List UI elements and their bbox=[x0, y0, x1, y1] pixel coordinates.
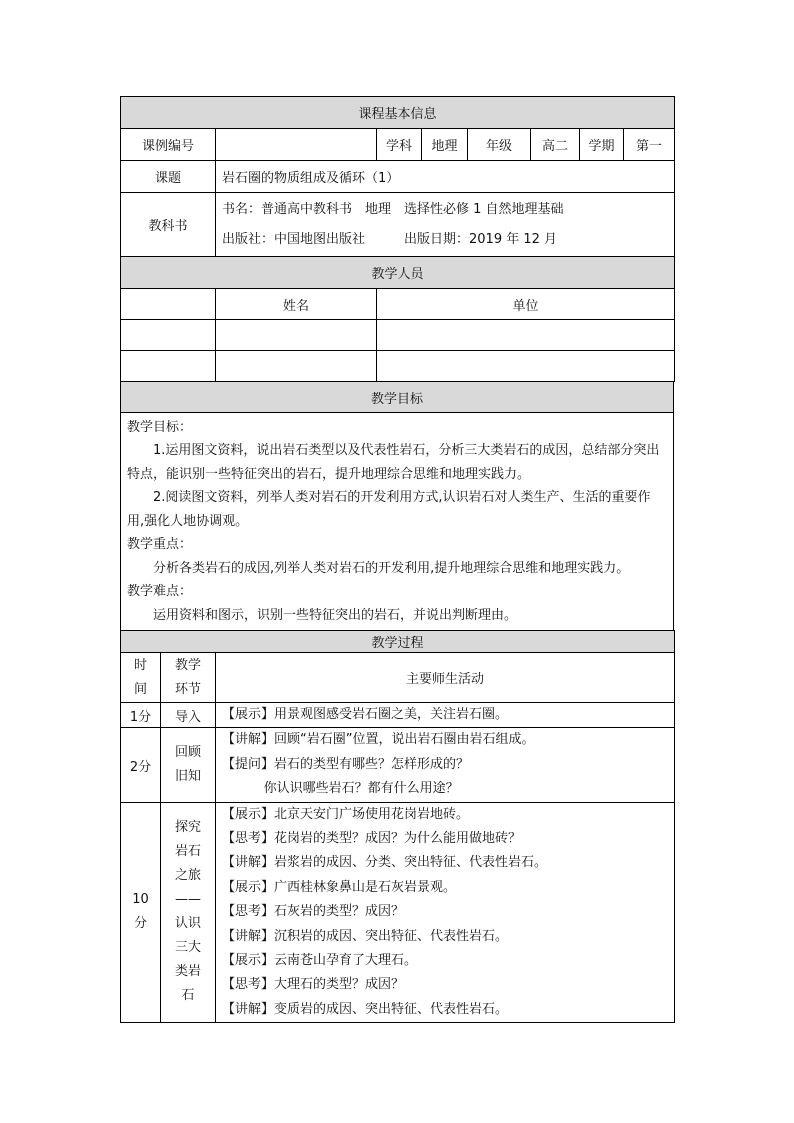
case-no-value bbox=[216, 129, 377, 161]
col-stage-header bbox=[161, 653, 216, 703]
activity-line: 【提问】岩石的类型有哪些？怎样形成的？ bbox=[222, 756, 470, 772]
basic-info-table bbox=[120, 96, 675, 257]
stage-line: 之旅 bbox=[174, 868, 201, 884]
lesson-plan bbox=[120, 96, 674, 1023]
activity-line: 【思考】花岗岩的类型？成因？为什么能用做地砖？ bbox=[222, 831, 522, 847]
process-table bbox=[120, 630, 675, 1023]
grade-label: 年级 bbox=[468, 129, 531, 161]
col-stage-line: 教学 bbox=[174, 657, 201, 673]
staff-row-unit bbox=[377, 320, 675, 351]
activity-line: 【讲解】沉积岩的成因、突出特征、代表性岩石。 bbox=[222, 928, 509, 944]
time-line: 分 bbox=[133, 916, 147, 932]
activity-line: 【展示】云南苍山孕育了大理石。 bbox=[222, 953, 418, 969]
row-activity bbox=[216, 802, 675, 1023]
staff-unit-label: 单位 bbox=[377, 289, 675, 320]
subject-value: 地理 bbox=[422, 129, 468, 161]
stage-line: 岩石 bbox=[174, 844, 201, 860]
stage-line: 旧知 bbox=[174, 769, 201, 785]
staff-name-label: 姓名 bbox=[216, 289, 377, 320]
stage-line: 石 bbox=[181, 988, 195, 1004]
activity-line: 【思考】大理石的类型？成因？ bbox=[222, 977, 405, 993]
row-activity bbox=[216, 703, 675, 728]
term-label: 学期 bbox=[580, 129, 624, 161]
stage-line: 探究 bbox=[174, 820, 201, 836]
key-point-title: 教学重点： bbox=[127, 537, 193, 553]
staff-table bbox=[120, 256, 675, 382]
goal-title: 教学目标： bbox=[127, 419, 193, 435]
activity-line: 【展示】北京天安门广场使用花岗岩地砖。 bbox=[222, 806, 470, 822]
staff-row-index bbox=[121, 351, 216, 382]
goal-item-1: 1.运用图文资料，说出岩石类型以及代表性岩石，分析三大类岩石的成因，总结部分突出特点，能识别一些特征突出的岩石，提升地理综合思维和地理实践力。 bbox=[127, 443, 660, 482]
term-value: 第一 bbox=[624, 129, 675, 161]
textbook-label: 教科书 bbox=[121, 193, 216, 257]
stage-line: 类岩 bbox=[174, 964, 201, 980]
col-time-line: 时 bbox=[133, 657, 147, 673]
key-point-text: 分析各类岩石的成因,列举人类对岩石的开发利用,提升地理综合思维和地理实践力。 bbox=[153, 560, 630, 576]
goals-header: 教学目标 bbox=[121, 382, 674, 413]
stage-line: 三大 bbox=[174, 940, 201, 956]
staff-row-unit bbox=[377, 351, 675, 382]
activity-line: 你认识哪些岩石？都有什么用途？ bbox=[263, 781, 459, 797]
stage-line: 认识 bbox=[174, 916, 201, 932]
goal-item-2: 2.阅读图文资料，列举人类对岩石的开发利用方式,认识岩石对人类生产、生活的重要作用,强化人地协调观。 bbox=[127, 490, 651, 529]
staff-row-name bbox=[216, 351, 377, 382]
goals-table bbox=[120, 381, 674, 631]
basic-info-header: 课程基本信息 bbox=[121, 97, 675, 129]
textbook-line-1: 书名：普通高中教科书 地理 选择性必修 1 自然地理基础 bbox=[222, 201, 564, 217]
difficulty-text: 运用资料和图示，识别一些特征突出的岩石，并说出判断理由。 bbox=[153, 607, 518, 623]
stage-line: 回顾 bbox=[174, 745, 201, 761]
staff-row-index bbox=[121, 320, 216, 351]
textbook-line-2: 出版社：中国地图出版社 出版日期：2019 年 12 月 bbox=[222, 231, 558, 247]
col-time-line: 间 bbox=[133, 681, 147, 697]
case-no-label: 课例编号 bbox=[121, 129, 216, 161]
activity-line: 【展示】广西桂林象鼻山是石灰岩景观。 bbox=[222, 879, 457, 895]
difficulty-title: 教学难点： bbox=[127, 584, 193, 600]
col-activity-header: 主要师生活动 bbox=[216, 653, 675, 703]
activity-line: 【讲解】变质岩的成因、突出特征、代表性岩石。 bbox=[222, 1001, 509, 1017]
textbook-info bbox=[216, 193, 675, 257]
col-time-header bbox=[121, 653, 161, 703]
time-line: 10 bbox=[132, 892, 149, 908]
staff-header: 教学人员 bbox=[121, 257, 675, 289]
process-header: 教学过程 bbox=[121, 631, 675, 653]
row-stage bbox=[161, 728, 216, 802]
row-time bbox=[121, 802, 161, 1023]
col-stage-line: 环节 bbox=[174, 681, 201, 697]
activity-line: 【思考】石灰岩的类型？成因？ bbox=[222, 904, 405, 920]
topic-value: 岩石圈的物质组成及循环（1） bbox=[216, 161, 675, 193]
row-activity bbox=[216, 728, 675, 802]
row-time: 1分 bbox=[121, 703, 161, 728]
activity-line: 【讲解】岩浆岩的成因、分类、突出特征、代表性岩石。 bbox=[222, 855, 548, 871]
activity-line: 【展示】用景观图感受岩石圈之美，关注岩石圈。 bbox=[222, 707, 509, 722]
staff-row-name bbox=[216, 320, 377, 351]
subject-label: 学科 bbox=[377, 129, 422, 161]
stage-line: —— bbox=[175, 892, 201, 908]
topic-label: 课题 bbox=[121, 161, 216, 193]
row-time: 2分 bbox=[121, 728, 161, 802]
staff-blank-head bbox=[121, 289, 216, 320]
grade-value: 高二 bbox=[531, 129, 580, 161]
goals-body bbox=[121, 413, 674, 631]
activity-line: 【讲解】回顾“岩石圈”位置，说出岩石圈由岩石组成。 bbox=[222, 732, 535, 748]
row-stage: 导入 bbox=[161, 703, 216, 728]
row-stage bbox=[161, 802, 216, 1023]
